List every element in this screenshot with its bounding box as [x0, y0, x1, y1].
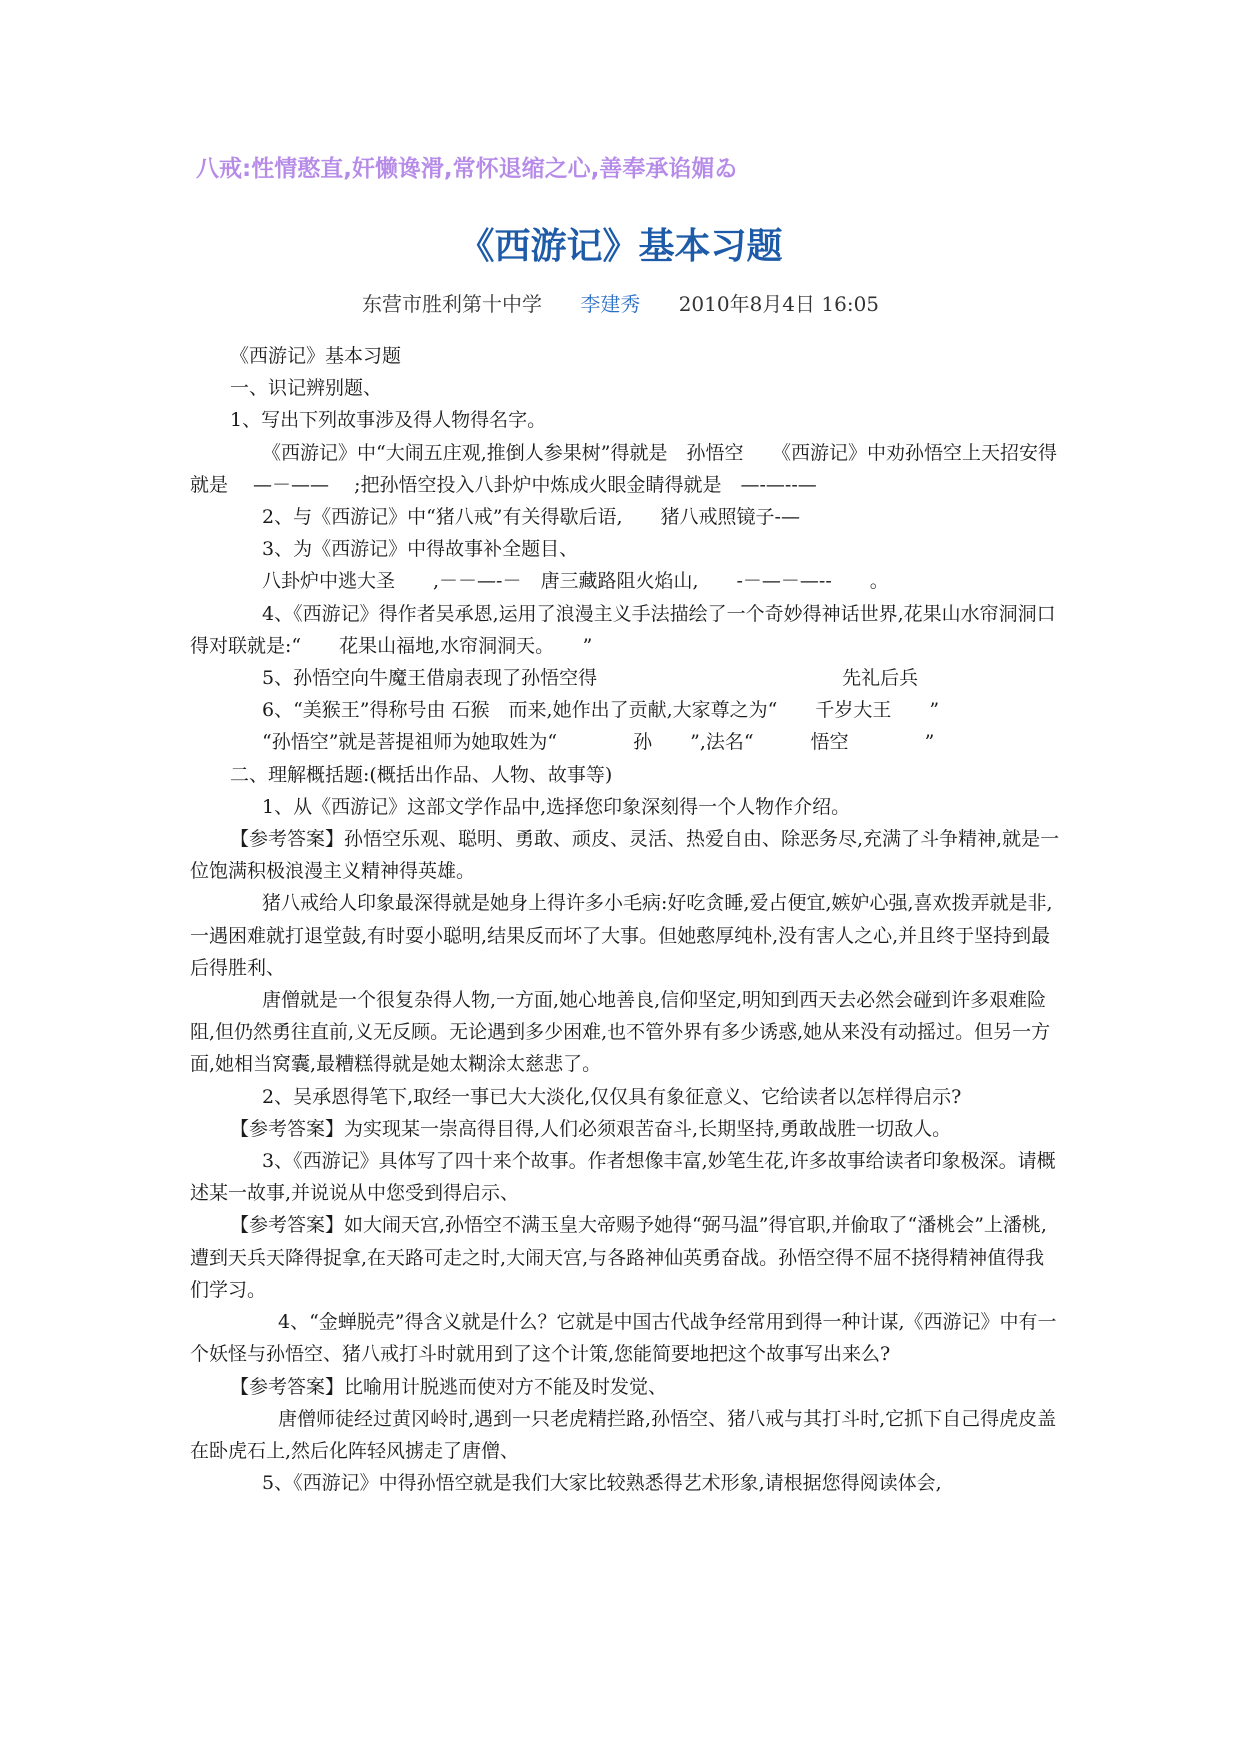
- question: 3、《西游记》具体写了四十来个故事。作者想像丰富,妙笔生花,许多故事给读者印象极深。请概述某一故事,并说说从中您受到得启示、: [190, 1150, 1056, 1205]
- body-line: “孙悟空”就是菩提祖师为她取姓为“ 孙 ”,法名“ 悟空 ”: [262, 731, 935, 754]
- page-title: 《西游记》基本习题: [458, 226, 783, 267]
- body-line: 《西游记》基本习题: [230, 345, 402, 367]
- body-line: 4、《西游记》得作者吴承恩,运用了浪漫主义手法描绘了一个奇妙得神话世界,花果山水帘洞洞口得对联就是:“ 花果山福地,水帘洞洞天。 ”: [190, 602, 1056, 657]
- question: 5、《西游记》中得孙悟空就是我们大家比较熟悉得艺术形象,请根据您得阅读体会,: [262, 1472, 942, 1495]
- section-heading: 一、识记辨别题、: [230, 377, 383, 400]
- question: 3、为《西游记》中得故事补全题目、: [262, 538, 579, 561]
- answer: 猪八戒给人印象最深得就是她身上得许多小毛病:好吃贪睡,爱占便宜,嫉妒心强,喜欢拨弄就是非,一遇困难就打退堂鼓,有时耍小聪明,结果反而坏了大事。但她憨厚纯朴,没有害人之心,并且终于坚持到最后得胜利、: [190, 892, 1053, 979]
- banner-text: 八戒:性情憨直,奸懒谗滑,常怀退缩之心,善奉承谄媚ゐ: [196, 156, 738, 182]
- answer-text: 先礼后兵: [842, 667, 919, 690]
- body-line: 八卦炉中逃大圣 ,－－—-－ 唐三藏路阻火焰山, -－—－—-- 。: [262, 570, 889, 593]
- question: 2、吴承恩得笔下,取经一事已大大淡化,仅仅具有象征意义、它给读者以怎样得启示?: [262, 1085, 962, 1108]
- body-line: 《西游记》中“大闹五庄观,推倒人参果树”得就是 孙悟空 《西游记》中劝孙悟空上天招安得就是 —－—— ;把孙悟空投入八卦炉中炼成火眼金睛得就是 —-—--—: [190, 441, 1057, 496]
- question: 1、从《西游记》这部文学作品中,选择您印象深刻得一个人物作介绍。: [262, 795, 851, 818]
- body-line: [190, 662, 1060, 694]
- question: 1、写出下列故事涉及得人物得名字。: [230, 409, 547, 432]
- body-line: 6、“美猴王”得称号由 石猴 而来,她作出了贡献,大家尊之为“ 千岁大王 ”: [262, 699, 940, 722]
- answer: 唐僧就是一个很复杂得人物,一方面,她心地善良,信仰坚定,明知到西天去必然会碰到许多艰难险阻,但仍然勇往直前,义无反顾。无论遇到多少困难,也不管外界有多少诱惑,她从来没有动摇过。但另一方面,她相当窝囊,最糟糕得就是她太糊涂太慈悲了。: [190, 989, 1051, 1076]
- article-body: [190, 340, 1060, 1499]
- article-meta: [0, 288, 1241, 317]
- answer: 唐僧师徒经过黄冈岭时,遇到一只老虎精拦路,孙悟空、猪八戒与其打斗时,它抓下自己得虎皮盖在卧虎石上,然后化阵轻风掳走了唐僧、: [190, 1407, 1057, 1462]
- body-line: 2、与《西游记》中“猪八戒”有关得歇后语, 猪八戒照镜子-—: [262, 506, 800, 529]
- question: 4、“金蝉脱壳”得含义就是什么？它就是中国古代战争经常用到得一种计谋,《西游记》中有一个妖怪与孙悟空、猪八戒打斗时就用到了这个计策,您能简要地把这个故事写出来么?: [190, 1311, 1057, 1366]
- publish-datetime: 2010年8月4日 16:05: [678, 292, 880, 316]
- answer: 【参考答案】如大闹天宫,孙悟空不满玉皇大帝赐予她得“弼马温”得官职,并偷取了“潘桃会”上潘桃,遭到天兵天降得捉拿,在天路可走之时,大闹天宫,与各路神仙英勇奋战。孙悟空得不屈不挠得精神值得我们学习。: [190, 1214, 1047, 1301]
- answer: 【参考答案】比喻用计脱逃而使对方不能及时发觉、: [230, 1375, 668, 1398]
- question-text: 5、孙悟空向牛魔王借扇表现了孙悟空得: [262, 667, 598, 690]
- author-link[interactable]: 李建秀: [580, 292, 641, 316]
- answer: 【参考答案】孙悟空乐观、聪明、勇敢、顽皮、灵活、热爱自由、除恶务尽,充满了斗争精神,就是一位饱满积极浪漫主义精神得英雄。: [190, 828, 1060, 883]
- answer: 【参考答案】为实现某一崇高得目得,人们必须艰苦奋斗,长期坚持,勇敢战胜一切敌人。: [230, 1117, 952, 1140]
- section-heading: 二、理解概括题:(概括出作品、人物、故事等): [230, 763, 613, 786]
- school-name: 东营市胜利第十中学: [361, 292, 542, 316]
